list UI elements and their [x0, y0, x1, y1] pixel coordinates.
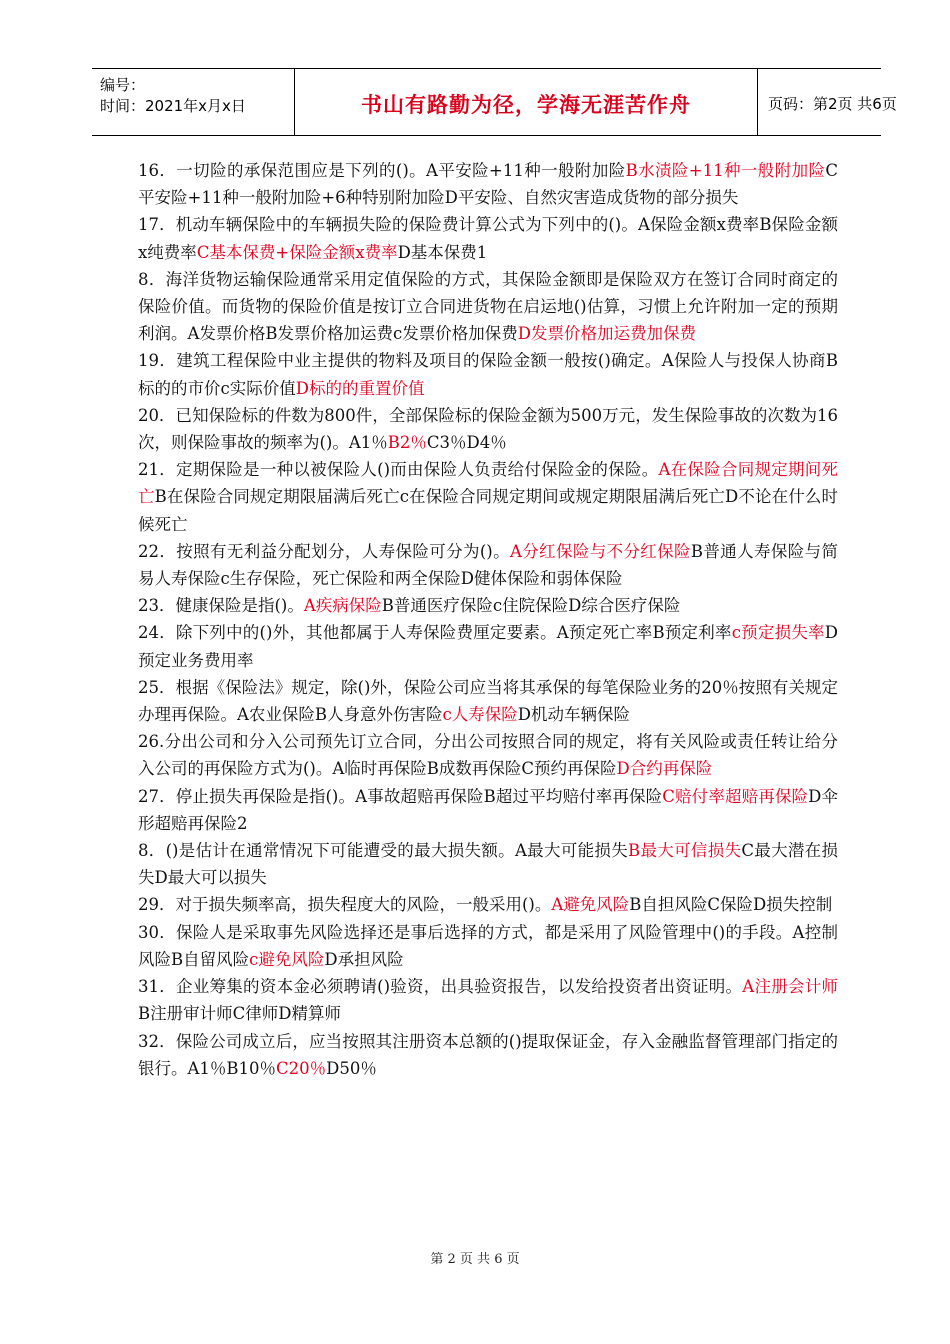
answer-highlight: D合约再保险	[616, 759, 713, 779]
question-text: 19．建筑工程保险中业主提供的物料及项目的保险金额一般按()确定。A保险人与投保人协商B标的的市价c实际价值	[138, 351, 838, 398]
question-item	[138, 402, 838, 456]
answer-highlight: c人寿保险	[442, 705, 518, 725]
question-item	[138, 1028, 838, 1082]
question-text: D伞形超赔再保险2	[138, 786, 839, 833]
header-page-cell	[756, 69, 897, 135]
question-item	[138, 619, 838, 673]
motto-text: 书山有路勤为径，学海无涯苦作舟	[361, 93, 691, 117]
question-text: B普通人寿保险与简易人寿保险c生存保险，死亡保险和两全保险D健体保险和弱体保险	[138, 541, 838, 589]
question-text: C平安险+11种一般附加险+6种特别附加险D平安险、自然灾害造成货物的部分损失	[138, 161, 838, 208]
answer-highlight: c预定损失率	[731, 623, 825, 643]
header-info-cell	[92, 69, 294, 135]
question-text: 30．保险人是采取事先风险选择还是事后选择的方式，都是采用了风险管理中()的手段。A控制风险B自留风险	[138, 922, 838, 969]
question-text: 32．保险公司成立后，应当按照其注册资本总额的()提取保证金，存入金融监督管理部门指定的银行。A1％B10％	[138, 1031, 838, 1078]
question-item	[138, 456, 838, 538]
question-item	[138, 674, 838, 728]
question-text: D基本保费1	[397, 242, 488, 262]
question-text: 23．健康保险是指()。	[138, 596, 304, 616]
time-label: 时间：2021年x月x日	[100, 97, 246, 115]
answer-highlight: A避免风险	[551, 895, 630, 915]
question-text: 29．对于损失频率高，损失程度大的风险，一般采用()。	[138, 895, 552, 915]
question-item	[138, 891, 838, 918]
question-text: 26.分出公司和分入公司预先订立合同，分出公司按照合同的规定，将有关风险或责任转让给分入公司的再保险方式为()。A临时再保险B成数再保险C预约再保险	[138, 732, 838, 779]
question-text: D承担风险	[324, 949, 404, 969]
answer-highlight: A分红保险与不分红保险	[509, 541, 691, 561]
question-text: 31．企业筹集的资本金必须聘请()验资，出具验资报告，以发给投资者出资证明。	[138, 977, 743, 997]
question-text: 8．()是估计在通常情况下可能遭受的最大损失额。A最大可能损失	[138, 841, 629, 861]
question-item	[138, 919, 838, 973]
answer-highlight: c避免风险	[249, 949, 325, 969]
question-text: B注册审计师C律师D精算师	[138, 1004, 341, 1024]
answer-highlight: B2％	[387, 433, 427, 453]
question-text: 17．机动车辆保险中的车辆损失险的保险费计算公式为下列中的()。A保险金额x费率B保险金额x纯费率	[138, 215, 838, 262]
question-text: B自担风险C保险D损失控制	[629, 895, 833, 915]
question-text: 24．除下列中的()外，其他都属于人寿保险费厘定要素。A预定死亡率B预定利率	[138, 623, 732, 643]
question-text: C3％D4％	[426, 433, 507, 453]
question-item	[138, 837, 838, 891]
question-text: 21．定期保险是一种以被保险人()而由保险人负责给付保险金的保险。	[138, 460, 659, 480]
page-footer: 第 2 页 共 6 页	[430, 1252, 520, 1267]
question-text: C最大潜在损失D最大可以损失	[138, 841, 838, 888]
question-item	[138, 728, 838, 782]
question-text: B普通医疗保险c住院保险D综合医疗保险	[381, 596, 681, 616]
page-label: 页码：第2页 共6页	[768, 95, 897, 113]
question-text: 27．停止损失再保险是指()。A事故超赔再保险B超过平均赔付率再保险	[138, 786, 663, 806]
question-item	[138, 538, 838, 592]
answer-highlight: C20％	[276, 1058, 327, 1078]
question-list	[138, 157, 838, 1082]
question-item	[138, 973, 838, 1027]
question-item	[138, 592, 838, 619]
answer-highlight: A疾病保险	[303, 596, 382, 616]
answer-highlight: D标的的重置价值	[295, 378, 425, 398]
question-item	[138, 783, 838, 837]
question-text: 16．一切险的承保范围应是下列的()。A平安险+11种一般附加险	[138, 161, 626, 180]
answer-highlight: B水渍险+11种一般附加险	[625, 161, 826, 180]
answer-highlight: C赔付率超赔再保险	[662, 786, 809, 806]
question-text: 22．按照有无利益分配划分，人寿保险可分为()。	[138, 541, 510, 561]
answer-highlight: B最大可信损失	[628, 841, 742, 861]
question-text: 20．已知保险标的件数为800件，全部保险标的保险金额为500万元，发生保险事故的次数为16次，则保险事故的频率为()。A1％	[138, 405, 838, 453]
answer-highlight: A在保险合同规定期间死亡	[138, 460, 838, 507]
question-text: 8．海洋货物运输保险通常采用定值保险的方式，其保险金额即是保险双方在签订合同时商定的保险价值。而货物的保险价值是按订立合同进货物在启运地()估算，习惯上允许附加一定的预期利润。A发票价格B发票价格加运费c发票价格加保费	[138, 269, 838, 344]
question-text: B在保险合同规定期限届满后死亡c在保险合同规定期间或规定期限届满后死亡D不论在什么时候死亡	[138, 487, 838, 534]
answer-highlight: C基本保费+保险金额x费率	[196, 242, 398, 262]
serial-label: 编号：	[100, 76, 146, 94]
question-text: D50％	[326, 1058, 377, 1078]
question-text: D预定业务费用率	[138, 623, 838, 670]
question-text: 25．根据《保险法》规定，除()外，保险公司应当将其承保的每笔保险业务的20％按照有关规定办理再保险。A农业保险B人身意外伤害险	[138, 677, 838, 725]
question-item	[138, 266, 838, 348]
question-text: D机动车辆保险	[517, 705, 631, 725]
answer-highlight: A注册会计师	[742, 977, 839, 997]
question-item	[138, 347, 838, 401]
page-header	[92, 68, 897, 136]
header-motto-cell	[294, 69, 758, 135]
question-item	[138, 211, 838, 265]
answer-highlight: D发票价格加运费加保费	[517, 324, 697, 344]
question-item	[138, 157, 838, 211]
